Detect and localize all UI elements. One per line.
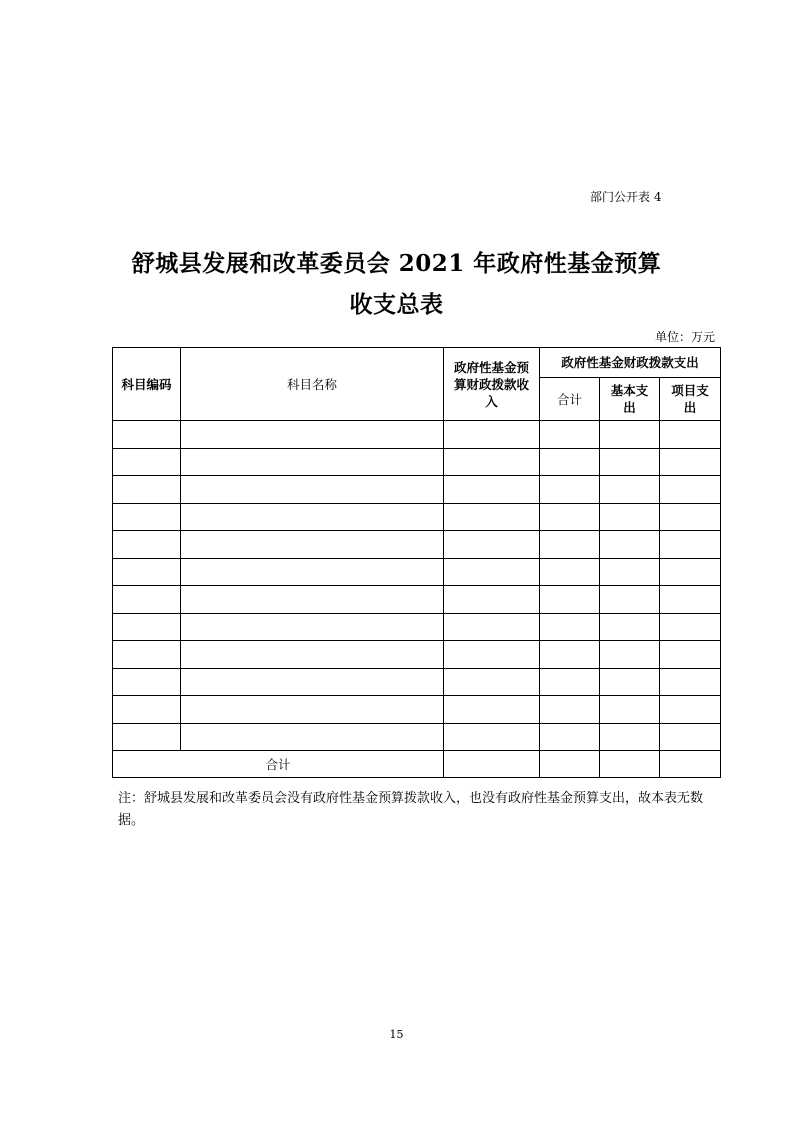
table-cell <box>113 668 181 696</box>
total-row-label: 合计 <box>113 751 444 778</box>
table-cell <box>113 613 181 641</box>
table-row <box>113 668 721 696</box>
table-cell <box>660 476 721 504</box>
header-basic: 基本支出 <box>600 378 660 421</box>
table-cell <box>444 448 540 476</box>
table-cell <box>181 531 444 559</box>
table-cell <box>444 421 540 449</box>
table-cell <box>444 641 540 669</box>
table-cell <box>113 448 181 476</box>
table-cell <box>660 613 721 641</box>
table-cell <box>113 503 181 531</box>
table-cell <box>181 696 444 724</box>
table-row <box>113 448 721 476</box>
table-cell <box>540 641 600 669</box>
table-cell <box>660 448 721 476</box>
table-cell <box>113 723 181 751</box>
table-cell <box>600 421 660 449</box>
table-cell <box>600 531 660 559</box>
table-cell <box>444 613 540 641</box>
table-cell <box>113 421 181 449</box>
table-cell <box>444 586 540 614</box>
table-cell <box>600 503 660 531</box>
table-cell <box>444 696 540 724</box>
header-expense-group: 政府性基金财政拨款支出 <box>540 348 721 378</box>
table-cell <box>444 558 540 586</box>
table-row <box>113 503 721 531</box>
table-cell <box>444 531 540 559</box>
table-cell <box>660 723 721 751</box>
table-cell <box>540 586 600 614</box>
table-cell <box>181 503 444 531</box>
table-cell <box>113 531 181 559</box>
table-cell <box>600 448 660 476</box>
table-cell <box>444 668 540 696</box>
table-cell <box>540 448 600 476</box>
total-cell <box>444 751 540 778</box>
table-cell <box>113 586 181 614</box>
budget-table <box>112 347 721 778</box>
table-cell <box>540 421 600 449</box>
table-cell <box>660 668 721 696</box>
table-cell <box>540 558 600 586</box>
header-code: 科目编码 <box>113 348 181 421</box>
table-cell <box>113 476 181 504</box>
table-cell <box>444 476 540 504</box>
table-cell <box>660 641 721 669</box>
header-total: 合计 <box>540 378 600 421</box>
page-title: 舒城县发展和改革委员会 2021 年政府性基金预算 <box>131 250 662 277</box>
header-income: 政府性基金预算财政拨款收入 <box>444 348 540 421</box>
table-cell <box>113 558 181 586</box>
table-cell <box>660 531 721 559</box>
table-cell <box>181 558 444 586</box>
table-row <box>113 476 721 504</box>
table-cell <box>113 641 181 669</box>
table-cell <box>600 476 660 504</box>
table-cell <box>600 723 660 751</box>
table-row <box>113 723 721 751</box>
table-cell <box>113 696 181 724</box>
header-name: 科目名称 <box>181 348 444 421</box>
table-cell <box>600 586 660 614</box>
table-cell <box>540 531 600 559</box>
table-row <box>113 613 721 641</box>
table-cell <box>181 668 444 696</box>
table-cell <box>181 448 444 476</box>
table-cell <box>540 613 600 641</box>
table-cell <box>540 696 600 724</box>
table-row <box>113 558 721 586</box>
table-cell <box>660 503 721 531</box>
table-cell <box>660 696 721 724</box>
table-cell <box>540 476 600 504</box>
table-cell <box>600 613 660 641</box>
table-cell <box>181 421 444 449</box>
table-row <box>113 531 721 559</box>
table-cell <box>600 696 660 724</box>
table-row <box>113 641 721 669</box>
total-cell <box>660 751 721 778</box>
table-cell <box>600 641 660 669</box>
total-cell <box>600 751 660 778</box>
table-cell <box>444 503 540 531</box>
table-cell <box>660 421 721 449</box>
header-project: 项目支出 <box>660 378 721 421</box>
table-cell <box>600 558 660 586</box>
table-cell <box>600 668 660 696</box>
table-cell <box>181 613 444 641</box>
table-row <box>113 696 721 724</box>
table-row <box>113 586 721 614</box>
table-cell <box>660 558 721 586</box>
total-cell <box>540 751 600 778</box>
table-cell <box>181 476 444 504</box>
table-cell <box>540 503 600 531</box>
table-cell <box>444 723 540 751</box>
table-cell <box>181 723 444 751</box>
table-cell <box>181 641 444 669</box>
table-cell <box>660 586 721 614</box>
table-cell <box>540 668 600 696</box>
table-row <box>113 421 721 449</box>
table-cell <box>540 723 600 751</box>
footnote: 注：舒城县发展和改革委员会没有政府性基金预算拨款收入，也没有政府性基金预算支出，故本表无数据。 <box>118 791 704 828</box>
page-number: 15 <box>389 1028 404 1041</box>
form-number: 部门公开表 4 <box>590 190 662 204</box>
page-subtitle: 收支总表 <box>349 291 444 318</box>
unit-label: 单位：万元 <box>654 330 715 344</box>
table-cell <box>181 586 444 614</box>
